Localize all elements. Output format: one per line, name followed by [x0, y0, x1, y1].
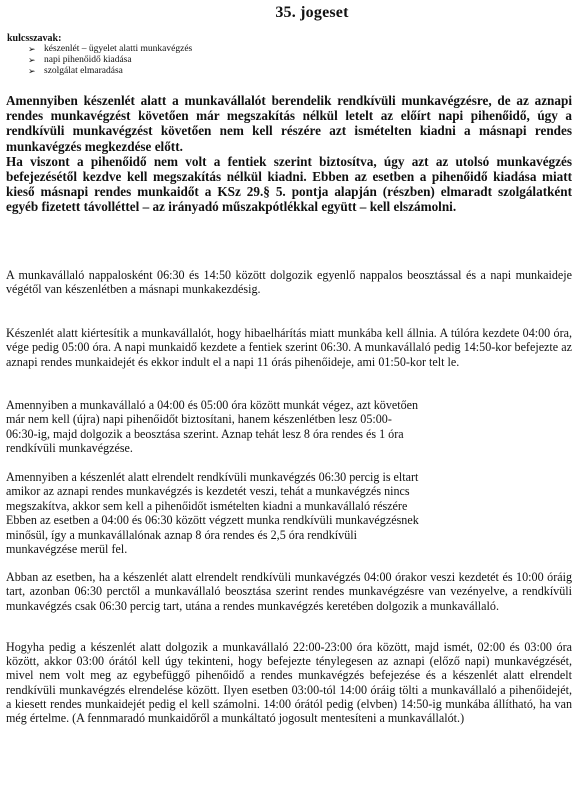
principle-summary: [6, 93, 572, 215]
text-line: amikor az aznapi rendes munkavégzés is kezdetét veszi, tehát a munkavégzés nincs: [6, 484, 410, 499]
case-paragraph-split-work: Hogyha pedig a készenlét alatt dolgozik a munkavállaló 22:00-23:00 óra között, majd ismét, 02:00 és 03:00 óra között, akkor 03:00 órától kell úgy tekinteni, hogy befejezte ténylegesen az aznapi (előző napi) munkavégzését, mivel nem volt meg az egybefüggő pihenőidő a rendes munkavégzés befejezése és a készenlét alatt elrendelt rendkívüli munkavégzés elrendelése között. Ilyen esetben 03:00-tól 14:00 óráig tölti a munkavállaló a pihenőidejét, a kiesett rendes munkaidejét pedig el kell számolni. 14:00 órától pedig (elvben) 14:50-ig munkába állítható, ha van még értelme. (A fennmaradó munkaidőről a munkáltató jogosult mentesíteni a munkavállalót.): [6, 640, 572, 726]
text-line: munkavégzése merül fel.: [6, 542, 128, 557]
keyword-item: [28, 55, 192, 66]
text-line: Ebben az esetben a 04:00 és 06:30 között végzett munka rendkívüli munkavégzésnek: [6, 513, 419, 528]
case-paragraph-overtime-1h: [6, 398, 578, 456]
keywords-heading: kulcsszavak:: [7, 33, 62, 44]
keyword-item: [28, 66, 192, 77]
principle-paragraph-2: Ha viszont a pihenőidő nem volt a fentiek szerint biztosítva, úgy azt az utolsó munkavégzés befejezésétől kezdve kell megszakítás nélkül kiadni. Ebben az esetben a pihenőidő kiadása miatt kieső másnapi rendes munkaidőt a KSz 29.§ 5. pontja alapján (részben) elmaradt szolgálatként egyéb fizetett távolléttel – az irányadó műszakpótlékkal együtt – kell elszámolni.: [6, 153, 572, 215]
text-line: megszakítva, akkor sem kell a pihenőidőt ismételten kiadni a munkavállaló részére: [6, 498, 408, 513]
keywords-list: [28, 44, 192, 77]
case-paragraph-callout: Készenlét alatt kiértesítik a munkavállalót, hogy hibaelhárítás miatt munkába kell állnia. A túlóra kezdete 04:00 óra, vége pedig 05:00 óra. A napi munkaidő kezdete a fentiek szerint 06:30. A munkavállaló pedig 14:50-kor befejezte az aznapi rendes munkaidejét és ekkor indult el a napi 11 órás pihenőideje, ami 01:50-kor telt le.: [6, 326, 572, 369]
text-line: 06:30-ig, majd dolgozik a beosztása szerint. Aznap tehát lesz 8 óra rendes és 1 óra: [6, 426, 404, 441]
keyword-item: [28, 44, 192, 55]
text-line: Amennyiben a munkavállaló a 04:00 és 05:00 óra között munkát végez, azt követően: [6, 398, 419, 412]
text-line: már nem kell (újra) napi pihenőidőt biztosítani, hanem készenlétben lesz 05:00-: [6, 412, 392, 427]
text-line: minősül, így a munkavállalónak aznap 8 óra rendes és 2,5 óra rendkívüli: [6, 527, 357, 542]
keyword-text: készenlét – ügyelet alatti munkavégzés: [44, 44, 193, 54]
case-paragraph-schedule: A munkavállaló nappalosként 06:30 és 14:50 között dolgozik egyenlő nappalos beosztással és a napi munkaideje végétől van készenlétben a másnapi munkakezdésig.: [6, 268, 572, 297]
text-line: Amennyiben a készenlét alatt elrendelt rendkívüli munkavégzés 06:30 percig is eltart: [6, 470, 419, 484]
keyword-text: napi pihenőidő kiadása: [44, 55, 132, 65]
keyword-text: szolgálat elmaradása: [44, 66, 123, 76]
case-title: 35. jogeset: [275, 4, 349, 21]
arrow-bullet-icon: ➢: [28, 55, 36, 65]
case-paragraph-overtime-until-10: Abban az esetben, ha a készenlét alatt elrendelt rendkívüli munkavégzés 04:00 órakor veszi kezdetét és 10:00 óráig tart, azonban 06:30 perctől a munkavállaló beosztása szerint rendes munkavégzésre van vezényelve, a rendkívüli munkavégzés csak 06:30 percig tart, utána a rendes munkavégzés keretében dolgozik a munkavállaló.: [6, 570, 572, 613]
arrow-bullet-icon: ➢: [28, 44, 36, 54]
arrow-bullet-icon: ➢: [28, 66, 36, 76]
text-line: rendkívüli munkavégzése.: [6, 441, 133, 456]
case-paragraph-overtime-continuous: [6, 470, 578, 556]
principle-paragraph-1: Amennyiben készenlét alatt a munkavállalót berendelik rendkívüli munkavégzésre, de az aznapi rendes munkavégzést követően már megszakítás nélkül letelt az előírt napi pihenőidő, úgy a rendkívüli munkavégzést követően nem kell részére azt ismételten kiadni a másnapi rendes munkavégzés megkezdése előtt.: [6, 93, 572, 154]
